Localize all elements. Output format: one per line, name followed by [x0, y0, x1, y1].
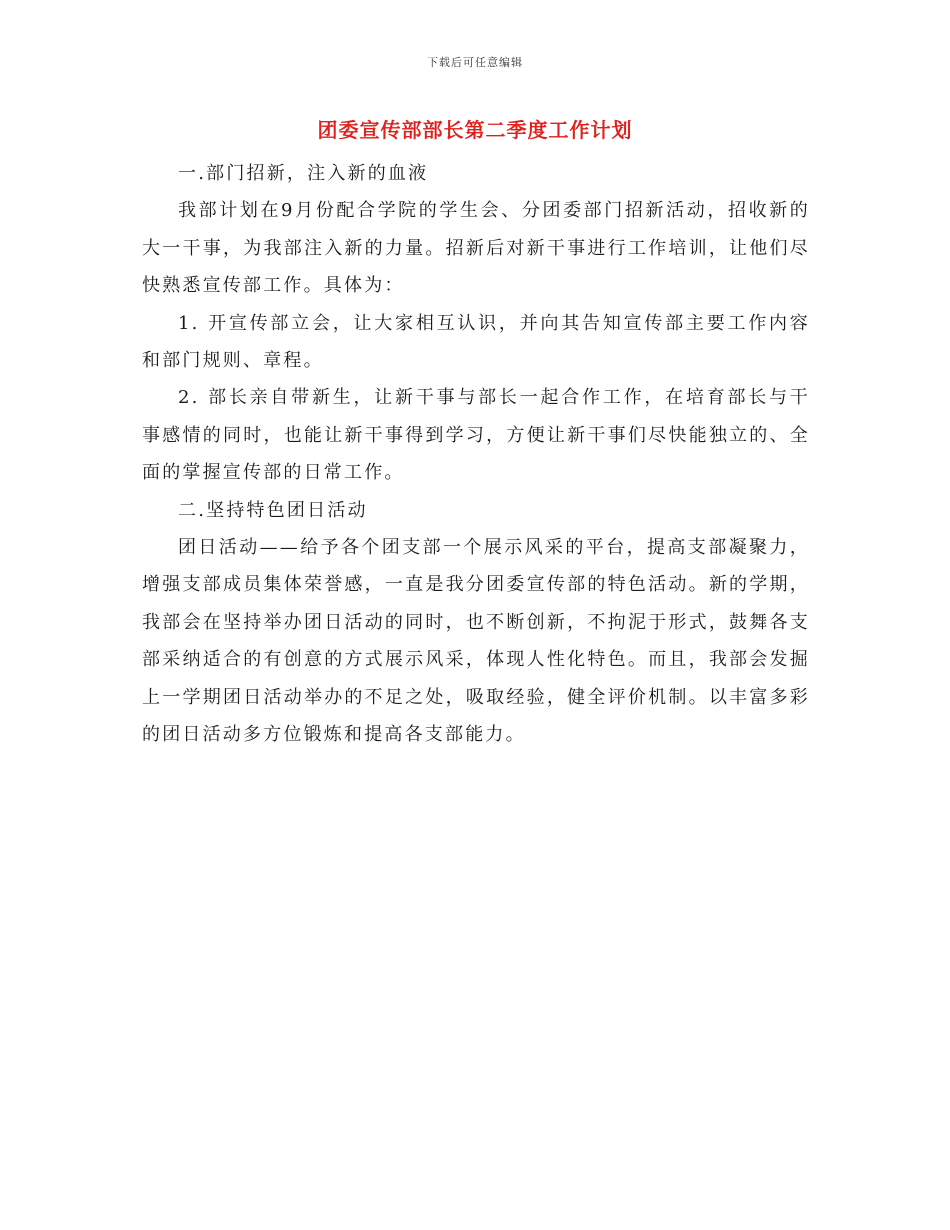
list-item-2: 2. 部长亲自带新生，让新干事与部长一起合作工作，在培育部长与干事感情的同时，也能让新干事得到学习，方便让新干事们尽快能独立的、全面的掌握宣传部的日常工作。	[142, 387, 810, 484]
document-body	[142, 155, 810, 754]
paragraph-recruitment-plan: 我部计划在9月份配合学院的学生会、分团委部门招新活动，招收新的大一干事，为我部注入新的力量。招新后对新干事进行工作培训，让他们尽快熟悉宣传部工作。具体为：	[142, 200, 810, 297]
header-note: 下载后可任意编辑	[427, 56, 523, 69]
section-heading-recruitment: 一.部门招新，注入新的血液	[178, 163, 429, 184]
section-heading-league-day: 二.坚持特色团日活动	[178, 499, 368, 521]
paragraph-league-day: 团日活动——给予各个团支部一个展示风采的平台，提高支部凝聚力，增强支部成员集体荣誉感，一直是我分团委宣传部的特色活动。新的学期，我部会在坚持举办团日活动的同时，也不断创新，不拘泥于形式，鼓舞各支部采纳适合的有创意的方式展示风采，体现人性化特色。而且，我部会发掘上一学期团日活动举办的不足之处，吸取经验，健全评价机制。以丰富多彩的团日活动多方位锻炼和提高各支部能力。	[142, 537, 810, 746]
document-title: 团委宣传部部长第二季度工作计划	[317, 118, 633, 142]
list-item-1: 1. 开宣传部立会，让大家相互认识，并向其告知宣传部主要工作内容和部门规则、章程。	[142, 312, 810, 372]
